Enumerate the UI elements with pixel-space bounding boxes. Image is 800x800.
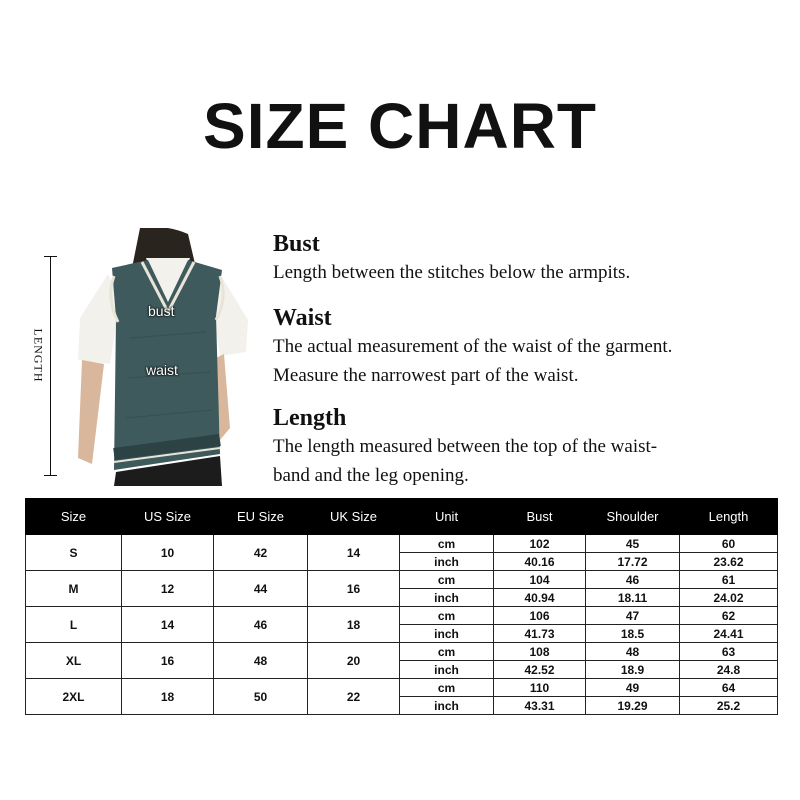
shoulder-cell: 18.9 [586, 661, 680, 679]
size-cell: L [26, 607, 122, 643]
waist-heading: Waist [273, 305, 332, 331]
uk-size-cell: 18 [308, 607, 400, 643]
bust-cell: 40.16 [494, 553, 586, 571]
length-cell: 62 [680, 607, 778, 625]
shoulder-cell: 19.29 [586, 697, 680, 715]
length-text-line: The length measured between the top of the waist- [273, 436, 658, 457]
table-row [26, 607, 778, 625]
bust-cell: 41.73 [494, 625, 586, 643]
length-cell: 61 [680, 571, 778, 589]
eu-size-cell: 46 [214, 607, 308, 643]
us-size-cell: 16 [122, 643, 214, 679]
waist-text-line: Measure the narrowest part of the waist. [273, 365, 579, 386]
waist-definition [273, 304, 672, 390]
eu-size-cell: 42 [214, 535, 308, 571]
column-header: US Size [122, 499, 214, 535]
size-cell: XL [26, 643, 122, 679]
bust-definition [273, 230, 630, 287]
unit-cell: cm [400, 643, 494, 661]
us-size-cell: 10 [122, 535, 214, 571]
length-cell: 24.02 [680, 589, 778, 607]
shoulder-cell: 48 [586, 643, 680, 661]
us-size-cell: 14 [122, 607, 214, 643]
page-title: SIZE CHART [203, 90, 597, 162]
column-header: Unit [400, 499, 494, 535]
table-row [26, 679, 778, 697]
column-header: Size [26, 499, 122, 535]
eu-size-cell: 50 [214, 679, 308, 715]
bust-cell: 108 [494, 643, 586, 661]
unit-cell: inch [400, 697, 494, 715]
us-size-cell: 18 [122, 679, 214, 715]
shoulder-cell: 18.5 [586, 625, 680, 643]
bust-cell: 42.52 [494, 661, 586, 679]
table-row [26, 643, 778, 661]
shoulder-cell: 17.72 [586, 553, 680, 571]
shoulder-cell: 49 [586, 679, 680, 697]
bust-cell: 104 [494, 571, 586, 589]
shoulder-cell: 45 [586, 535, 680, 553]
uk-size-cell: 16 [308, 571, 400, 607]
length-rule-label: LENGTH [31, 316, 46, 396]
uk-size-cell: 20 [308, 643, 400, 679]
bust-cell: 40.94 [494, 589, 586, 607]
eu-size-cell: 44 [214, 571, 308, 607]
column-header: EU Size [214, 499, 308, 535]
column-header: Shoulder [586, 499, 680, 535]
waist-tag: waist [146, 362, 178, 378]
unit-cell: cm [400, 571, 494, 589]
size-table [25, 498, 778, 715]
shoulder-cell: 18.11 [586, 589, 680, 607]
garment-figure [20, 228, 250, 486]
size-cell: S [26, 535, 122, 571]
column-header: Bust [494, 499, 586, 535]
table-row [26, 571, 778, 589]
us-size-cell: 12 [122, 571, 214, 607]
length-cell: 60 [680, 535, 778, 553]
unit-cell: cm [400, 535, 494, 553]
length-cell: 24.8 [680, 661, 778, 679]
column-header: Length [680, 499, 778, 535]
length-definition [273, 404, 657, 490]
bust-cell: 110 [494, 679, 586, 697]
length-cell: 63 [680, 643, 778, 661]
bust-cell: 102 [494, 535, 586, 553]
bust-heading: Bust [273, 231, 320, 257]
size-cell: M [26, 571, 122, 607]
shoulder-cell: 47 [586, 607, 680, 625]
waist-text-line: The actual measurement of the waist of the garment. [273, 336, 673, 357]
eu-size-cell: 48 [214, 643, 308, 679]
uk-size-cell: 14 [308, 535, 400, 571]
unit-cell: cm [400, 607, 494, 625]
bust-text: Length between the stitches below the armpits. [273, 262, 631, 283]
bust-cell: 43.31 [494, 697, 586, 715]
table-header-row [26, 499, 778, 535]
column-header: UK Size [308, 499, 400, 535]
unit-cell: inch [400, 589, 494, 607]
length-heading: Length [273, 405, 347, 431]
length-cell: 25.2 [680, 697, 778, 715]
size-cell: 2XL [26, 679, 122, 715]
unit-cell: inch [400, 625, 494, 643]
length-cell: 24.41 [680, 625, 778, 643]
vest-model-image [70, 228, 260, 486]
uk-size-cell: 22 [308, 679, 400, 715]
unit-cell: inch [400, 553, 494, 571]
bust-cell: 106 [494, 607, 586, 625]
unit-cell: cm [400, 679, 494, 697]
bust-tag: bust [148, 303, 175, 319]
length-cell: 64 [680, 679, 778, 697]
length-cell: 23.62 [680, 553, 778, 571]
unit-cell: inch [400, 661, 494, 679]
shoulder-cell: 46 [586, 571, 680, 589]
length-text-line: band and the leg opening. [273, 465, 469, 486]
table-row [26, 535, 778, 553]
